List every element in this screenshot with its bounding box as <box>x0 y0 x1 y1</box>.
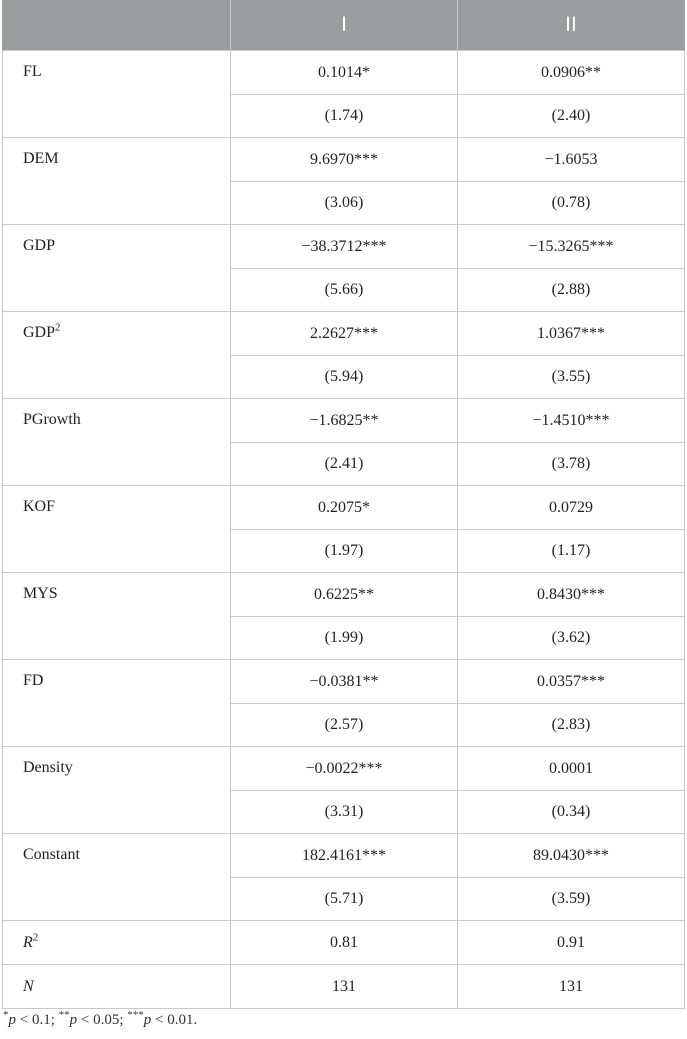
footnote-stars: ** <box>58 1009 70 1021</box>
table-row-stat <box>3 921 685 965</box>
tstat-model-1: (3.31) <box>231 791 458 834</box>
tstat-model-1: (5.66) <box>231 269 458 312</box>
tstat-model-2: (3.59) <box>458 878 685 921</box>
variable-name-cell <box>3 660 231 747</box>
variable-name: GDP <box>23 324 56 341</box>
table-row <box>3 747 685 791</box>
table-body <box>3 51 685 1009</box>
header-cell-variable <box>3 0 231 51</box>
tstat-model-2: (0.34) <box>458 791 685 834</box>
variable-name: Constant <box>23 846 80 863</box>
table-row <box>3 660 685 704</box>
coefficient-model-1: 2.2627*** <box>231 312 458 356</box>
tstat-model-2: (3.78) <box>458 443 685 486</box>
stat-name-cell <box>3 965 231 1009</box>
coefficient-model-1: −0.0022*** <box>231 747 458 791</box>
footnote-stars: *** <box>127 1009 144 1021</box>
coefficient-model-1: 0.2075* <box>231 486 458 530</box>
coefficient-model-2: 0.0357*** <box>458 660 685 704</box>
tstat-model-2: (2.83) <box>458 704 685 747</box>
variable-name-cell <box>3 834 231 921</box>
stat-model-2: 131 <box>458 965 685 1009</box>
coefficient-model-2: −1.6053 <box>458 138 685 182</box>
footnote-threshold: < 0.1; <box>16 1012 59 1028</box>
tstat-model-1: (3.06) <box>231 182 458 225</box>
variable-name: GDP <box>23 237 56 254</box>
coefficient-model-2: 0.0729 <box>458 486 685 530</box>
footnote-p: p <box>8 1012 16 1028</box>
footnote-stars: * <box>3 1009 9 1021</box>
stat-name-cell <box>3 921 231 965</box>
header-row <box>3 0 685 51</box>
table-row <box>3 486 685 530</box>
coefficient-model-2: −15.3265*** <box>458 225 685 269</box>
coefficient-model-2: 89.0430*** <box>458 834 685 878</box>
coefficient-model-1: 182.4161*** <box>231 834 458 878</box>
variable-name: Density <box>23 759 73 776</box>
tstat-model-2: (1.17) <box>458 530 685 573</box>
variable-name: MYS <box>23 585 58 602</box>
tstat-model-1: (1.74) <box>231 95 458 138</box>
variable-name-cell <box>3 51 231 138</box>
tstat-model-2: (2.40) <box>458 95 685 138</box>
tstat-model-1: (5.94) <box>231 356 458 399</box>
stat-model-1: 131 <box>231 965 458 1009</box>
variable-name-cell <box>3 138 231 225</box>
footnote-threshold: < 0.05; <box>77 1012 128 1028</box>
coefficient-model-2: 0.0001 <box>458 747 685 791</box>
tstat-model-2: (2.88) <box>458 269 685 312</box>
coefficient-model-1: 0.6225** <box>231 573 458 617</box>
table-row <box>3 312 685 356</box>
table-row <box>3 399 685 443</box>
variable-name: PGrowth <box>23 411 81 428</box>
stat-name: N <box>23 977 34 995</box>
coefficient-model-2: 0.8430*** <box>458 573 685 617</box>
regression-table-container <box>2 0 684 1009</box>
variable-name: DEM <box>23 150 59 167</box>
coefficient-model-1: −38.3712*** <box>231 225 458 269</box>
table-row <box>3 573 685 617</box>
header-cell-model-1: I <box>231 0 458 51</box>
stat-name: R <box>23 933 33 951</box>
table-row <box>3 138 685 182</box>
variable-name-cell <box>3 399 231 486</box>
variable-superscript: 2 <box>55 321 61 334</box>
significance-footnote <box>3 1009 198 1029</box>
regression-table <box>2 0 685 1009</box>
table-row <box>3 834 685 878</box>
tstat-model-1: (5.71) <box>231 878 458 921</box>
coefficient-model-1: 9.6970*** <box>231 138 458 182</box>
tstat-model-2: (0.78) <box>458 182 685 225</box>
coefficient-model-2: 1.0367*** <box>458 312 685 356</box>
tstat-model-1: (1.97) <box>231 530 458 573</box>
stat-model-2: 0.91 <box>458 921 685 965</box>
stat-model-1: 0.81 <box>231 921 458 965</box>
variable-name: FD <box>23 672 44 689</box>
table-row <box>3 51 685 95</box>
coefficient-model-1: −0.0381** <box>231 660 458 704</box>
coefficient-model-1: −1.6825** <box>231 399 458 443</box>
table-row <box>3 225 685 269</box>
variable-name-cell <box>3 573 231 660</box>
footnote-p: p <box>69 1012 78 1028</box>
variable-name: KOF <box>23 498 56 515</box>
coefficient-model-1: 0.1014* <box>231 51 458 95</box>
tstat-model-1: (1.99) <box>231 617 458 660</box>
table-row-stat <box>3 965 685 1009</box>
variable-name-cell <box>3 225 231 312</box>
tstat-model-2: (3.55) <box>458 356 685 399</box>
tstat-model-1: (2.41) <box>231 443 458 486</box>
tstat-model-2: (3.62) <box>458 617 685 660</box>
tstat-model-1: (2.57) <box>231 704 458 747</box>
variable-name-cell <box>3 747 231 834</box>
footnote-p: p <box>143 1012 152 1028</box>
coefficient-model-2: −1.4510*** <box>458 399 685 443</box>
header-cell-model-2: II <box>458 0 685 51</box>
coefficient-model-2: 0.0906** <box>458 51 685 95</box>
variable-name: FL <box>23 63 42 80</box>
variable-name-cell <box>3 486 231 573</box>
variable-name-cell <box>3 312 231 399</box>
footnote-threshold: < 0.01. <box>151 1012 198 1028</box>
stat-superscript: 2 <box>32 931 39 944</box>
